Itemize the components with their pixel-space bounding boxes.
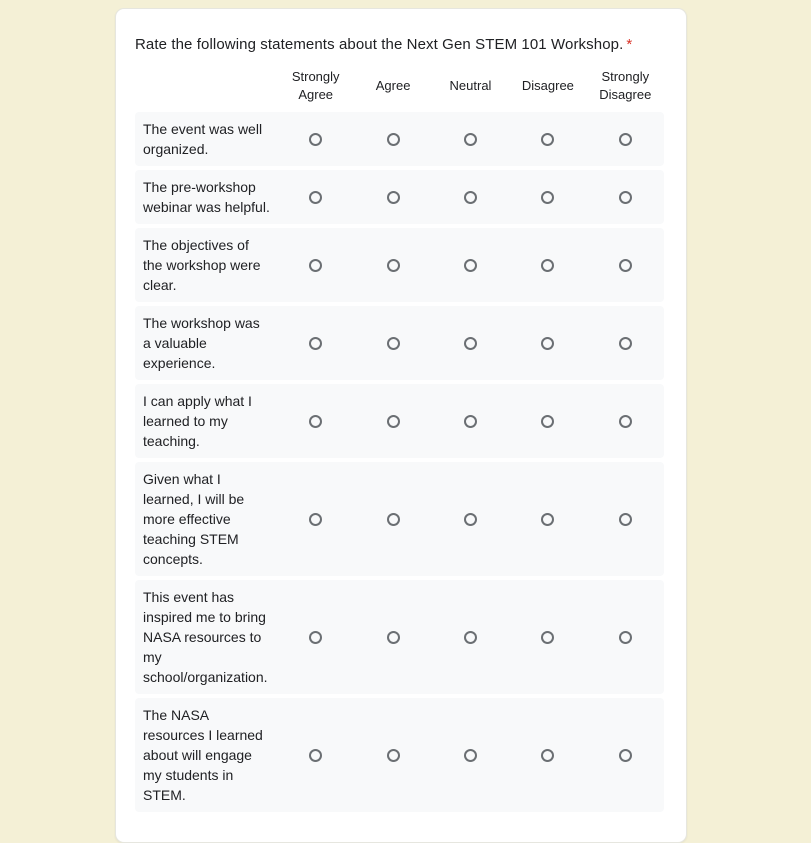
table-row (135, 384, 664, 458)
column-header: Disagree (521, 78, 574, 93)
radio-cell (277, 415, 354, 428)
column-header: Neutral (449, 78, 492, 93)
row-label: The pre-workshop webinar was helpful. (143, 179, 270, 215)
radio-button[interactable] (387, 631, 400, 644)
radio-button[interactable] (387, 415, 400, 428)
radio-button[interactable] (309, 415, 322, 428)
radio-cell (509, 133, 586, 146)
radio-cell (587, 191, 664, 204)
radio-button[interactable] (464, 337, 477, 350)
radio-button[interactable] (387, 337, 400, 350)
radio-button[interactable] (387, 133, 400, 146)
radio-button[interactable] (309, 337, 322, 350)
question-card (115, 8, 687, 843)
radio-button[interactable] (619, 513, 632, 526)
radio-button[interactable] (541, 631, 554, 644)
radio-cell (277, 133, 354, 146)
radio-cell (354, 513, 431, 526)
radio-cell (509, 513, 586, 526)
table-row (135, 112, 664, 166)
radio-button[interactable] (309, 513, 322, 526)
radio-button[interactable] (619, 631, 632, 644)
row-label: I can apply what I learned to my teaching. (143, 393, 252, 449)
radio-button[interactable] (309, 749, 322, 762)
row-label: This event has inspired me to bring NASA resources to my school/organization. (143, 589, 268, 685)
radio-button[interactable] (464, 513, 477, 526)
column-header: Strongly Disagree (599, 69, 652, 102)
radio-cell (354, 337, 431, 350)
radio-cell (354, 191, 431, 204)
radio-cell (432, 259, 509, 272)
radio-button[interactable] (464, 133, 477, 146)
row-label: The event was well organized. (143, 121, 263, 157)
question-title-text: Rate the following statements about the Next Gen STEM 101 Workshop. (135, 36, 624, 53)
radio-cell (509, 337, 586, 350)
radio-button[interactable] (541, 337, 554, 350)
radio-cell (354, 631, 431, 644)
radio-cell (354, 259, 431, 272)
table-row (135, 462, 664, 576)
radio-cell (509, 415, 586, 428)
radio-button[interactable] (541, 749, 554, 762)
radio-cell (277, 191, 354, 204)
column-header: Strongly Agree (291, 69, 340, 102)
radio-cell (432, 749, 509, 762)
radio-button[interactable] (619, 133, 632, 146)
radio-button[interactable] (541, 259, 554, 272)
radio-cell (587, 337, 664, 350)
column-header: Agree (375, 78, 411, 93)
radio-cell (432, 513, 509, 526)
radio-button[interactable] (619, 415, 632, 428)
table-row (135, 698, 664, 812)
radio-cell (587, 749, 664, 762)
radio-cell (509, 259, 586, 272)
radio-button[interactable] (541, 415, 554, 428)
radio-button[interactable] (541, 513, 554, 526)
radio-cell (587, 415, 664, 428)
radio-cell (354, 415, 431, 428)
radio-button[interactable] (619, 337, 632, 350)
radio-cell (277, 631, 354, 644)
radio-cell (354, 133, 431, 146)
radio-button[interactable] (309, 191, 322, 204)
grid-body (135, 112, 664, 812)
radio-button[interactable] (387, 191, 400, 204)
radio-cell (432, 191, 509, 204)
radio-button[interactable] (309, 631, 322, 644)
row-label: The workshop was a valuable experience. (143, 315, 260, 371)
radio-cell (587, 133, 664, 146)
radio-button[interactable] (541, 133, 554, 146)
radio-cell (432, 631, 509, 644)
radio-cell (354, 749, 431, 762)
table-row (135, 580, 664, 694)
grid-header (135, 60, 664, 112)
radio-cell (277, 337, 354, 350)
radio-cell (509, 631, 586, 644)
table-row (135, 306, 664, 380)
radio-button[interactable] (464, 415, 477, 428)
radio-cell (277, 749, 354, 762)
radio-cell (587, 631, 664, 644)
radio-button[interactable] (619, 749, 632, 762)
row-label: Given what I learned, I will be more effective teaching STEM concepts. (143, 471, 245, 567)
radio-cell (432, 415, 509, 428)
radio-button[interactable] (387, 749, 400, 762)
question-title (135, 35, 664, 54)
radio-cell (432, 337, 509, 350)
radio-cell (432, 133, 509, 146)
radio-button[interactable] (387, 259, 400, 272)
radio-button[interactable] (464, 259, 477, 272)
radio-button[interactable] (619, 191, 632, 204)
radio-button[interactable] (309, 133, 322, 146)
radio-cell (277, 513, 354, 526)
radio-cell (509, 749, 586, 762)
radio-cell (509, 191, 586, 204)
radio-cell (587, 513, 664, 526)
radio-button[interactable] (309, 259, 322, 272)
table-row (135, 228, 664, 302)
radio-button[interactable] (387, 513, 400, 526)
required-asterisk: * (626, 36, 633, 53)
radio-button[interactable] (464, 191, 477, 204)
row-label: The objectives of the workshop were clear. (143, 237, 261, 293)
radio-cell (587, 259, 664, 272)
radio-button[interactable] (464, 631, 477, 644)
radio-button[interactable] (464, 749, 477, 762)
table-row (135, 170, 664, 224)
row-label: The NASA resources I learned about will engage my students in STEM. (143, 707, 263, 803)
radio-button[interactable] (619, 259, 632, 272)
radio-cell (277, 259, 354, 272)
radio-button[interactable] (541, 191, 554, 204)
